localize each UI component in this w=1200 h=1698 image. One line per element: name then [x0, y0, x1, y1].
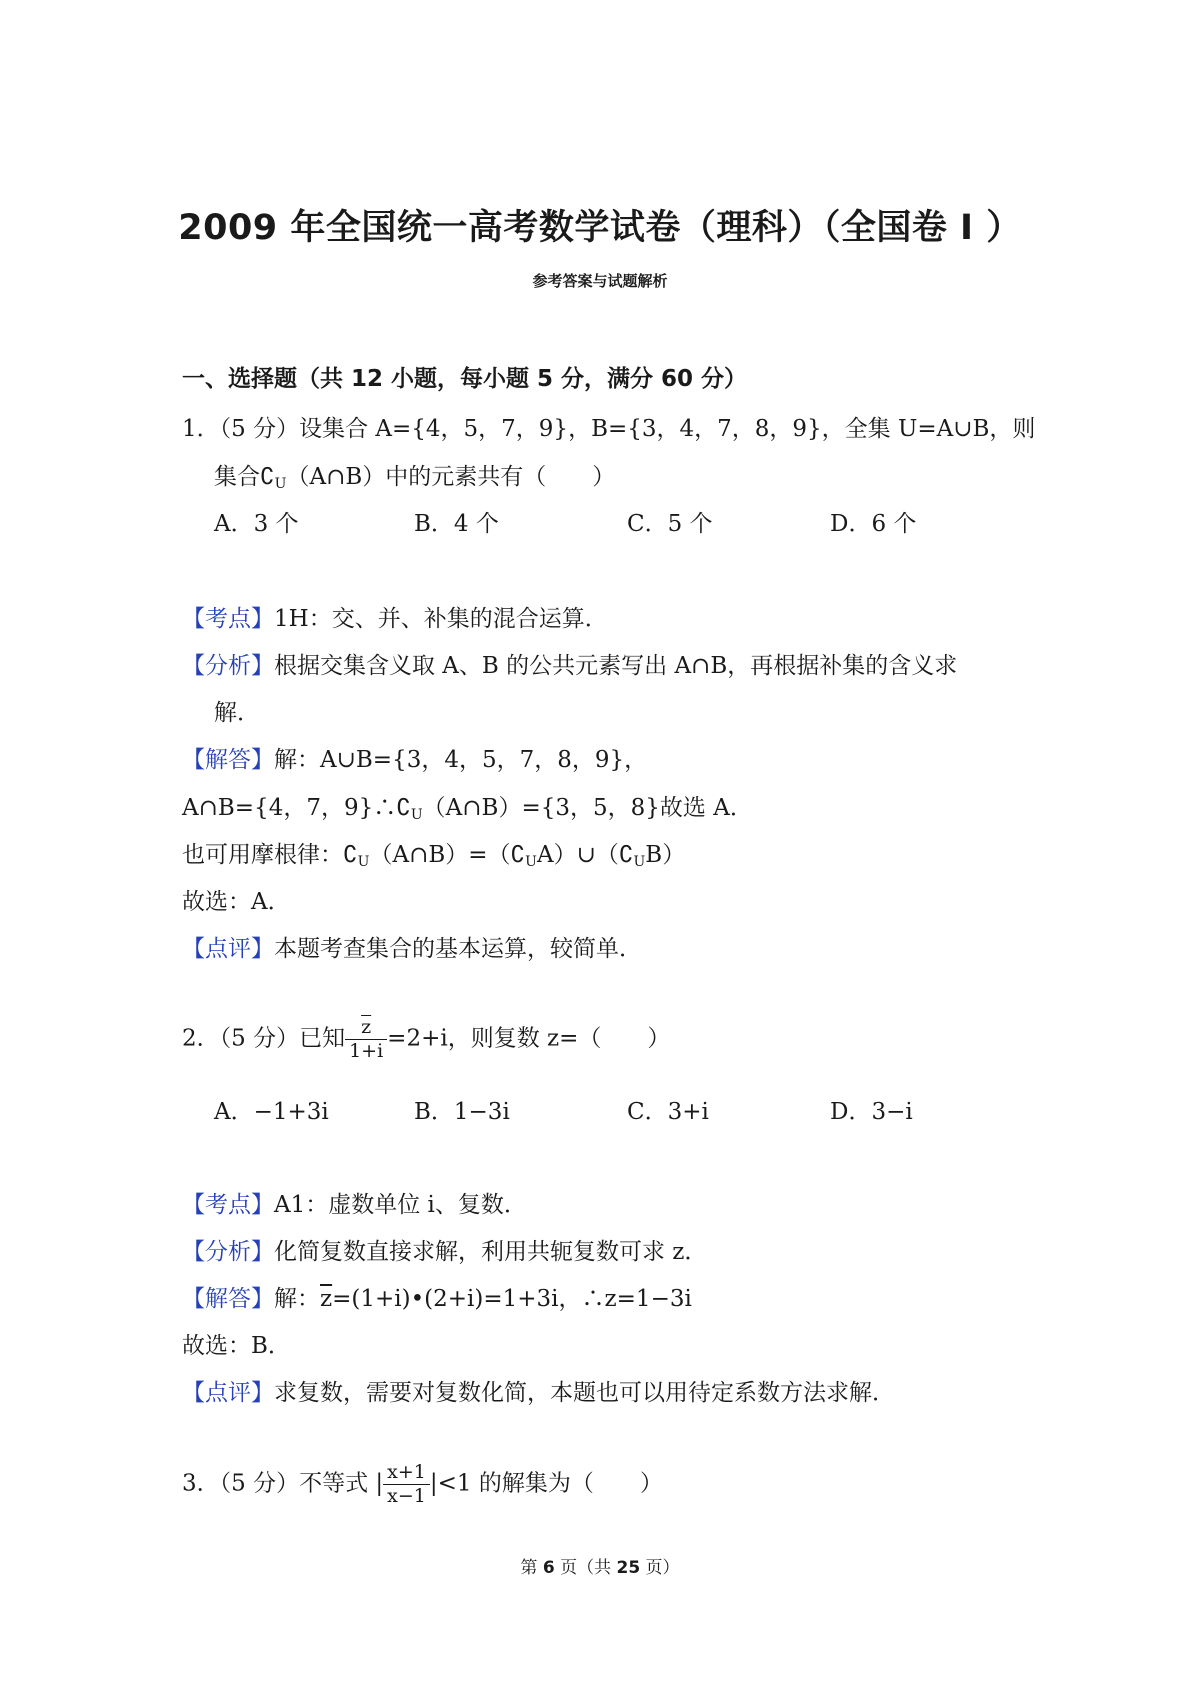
q2-option-a: A．−1+3i — [214, 1099, 329, 1125]
footer-pre: 第 — [520, 1558, 543, 1578]
q1-jieda-line2-post: （A∩B）={3，5，8}故选 A． — [422, 795, 753, 821]
q1-jieda-line3 — [182, 836, 685, 870]
q1-option-b: B．4 个 — [414, 511, 499, 537]
q1-kaodian — [182, 600, 608, 633]
footer-page-number: 6 — [542, 1558, 555, 1578]
q2-jieda-line2: 故选：B． — [182, 1333, 291, 1359]
q2-jieda-post: =(1+i)•(2+i)=1+3i，∴z=1−3i — [332, 1286, 692, 1312]
q1-kaodian-text: 1H：交、并、补集的混合运算． — [274, 606, 608, 632]
footer-total-pages: 25 — [616, 1558, 641, 1578]
q1-jieda-line3-sub1: U — [357, 854, 370, 870]
q2-frac-num: $\overline{z}$ — [345, 1018, 387, 1040]
q1-jieda-line2 — [182, 789, 753, 823]
q1-option-c: C．5 个 — [627, 511, 713, 537]
q1-jieda-tag: 【解答】 — [182, 747, 274, 773]
q1-stem-line2-sub: U — [274, 476, 287, 492]
q3-stem-pre: 3．（5 分）不等式 | — [182, 1470, 384, 1497]
q1-stem-line2-pre: 集合∁ — [214, 464, 275, 490]
q1-jieda-line3-pre: 也可用摩根律：∁ — [182, 842, 358, 868]
q1-jieda-line3-sub2: U — [525, 854, 537, 870]
q1-jieda — [182, 741, 647, 774]
q1-jieda-line2-sub: U — [410, 807, 423, 823]
q2-option-c: C．3+i — [627, 1099, 709, 1125]
q1-jieda-line3-mid2: A）∪（∁ — [536, 842, 634, 868]
q1-jieda-line3-mid: （A∩B）=（∁ — [369, 842, 526, 868]
q2-fenxi-tag: 【分析】 — [182, 1239, 274, 1265]
section-heading: 一、选择题（共 12 小题，每小题 5 分，满分 60 分） — [182, 366, 748, 392]
q1-stem-line1: 1．（5 分）设集合 A={4，5，7，9}，B={3，4，7，8，9}，全集 U=A∪B，则 — [182, 416, 1036, 442]
q1-dianping-text: 本题考查集合的基本运算，较简单． — [274, 936, 642, 962]
q1-kaodian-tag: 【考点】 — [182, 606, 274, 632]
q1-dianping-tag: 【点评】 — [182, 936, 274, 962]
q2-dianping-tag: 【点评】 — [182, 1380, 274, 1406]
q2-option-d: D．3−i — [830, 1099, 913, 1125]
q1-option-a: A．3 个 — [214, 511, 299, 537]
q1-jieda-line1: 解：A∪B={3，4，5，7，8，9}， — [274, 747, 648, 773]
q2-kaodian — [182, 1186, 527, 1219]
q2-option-b: B．1−3i — [414, 1099, 510, 1125]
q1-jieda-line2-pre: A∩B={4，7，9}∴∁ — [182, 795, 411, 821]
q1-fenxi-text: 根据交集含义取 A、B 的公共元素写出 A∩B，再根据补集的含义求 — [274, 653, 958, 679]
q3-stem-post: |<1 的解集为（ ） — [429, 1470, 663, 1497]
q1-jieda-line4: 故选：A． — [182, 889, 291, 915]
q3-fraction — [383, 1463, 430, 1506]
q1-fenxi-tag: 【分析】 — [182, 653, 274, 679]
page-subtitle: 参考答案与试题解析 — [532, 272, 668, 290]
q1-fenxi-line2: 解． — [214, 700, 260, 726]
q2-dianping-text: 求复数，需要对复数化简，本题也可以用待定系数方法求解． — [274, 1380, 895, 1406]
q3-frac-num: x+1 — [383, 1463, 430, 1485]
q2-dianping — [182, 1374, 895, 1407]
q2-fraction — [345, 1018, 387, 1061]
q1-jieda-line3-sub3: U — [633, 854, 646, 870]
q2-kaodian-text: A1：虚数单位 i、复数． — [274, 1192, 527, 1218]
q2-kaodian-tag: 【考点】 — [182, 1192, 274, 1218]
q1-stem-line2 — [214, 458, 615, 492]
q2-stem-post: =2+i，则复数 z=（ ） — [387, 1025, 671, 1052]
q2-stem — [182, 1018, 670, 1061]
page-footer — [0, 1553, 1200, 1578]
q1-jieda-line3-post: B） — [645, 842, 686, 868]
q1-dianping — [182, 930, 642, 963]
q1-stem-line2-post: （A∩B）中的元素共有（ ） — [286, 464, 616, 490]
q1-option-d: D．6 个 — [830, 511, 917, 537]
q3-stem — [182, 1463, 663, 1506]
footer-post: 页） — [640, 1558, 680, 1578]
q2-fenxi — [182, 1233, 707, 1266]
q2-frac-den: 1+i — [349, 1040, 384, 1062]
page-title: 2009 年全国统一高考数学试卷（理科）（全国卷 I ） — [178, 208, 1022, 248]
q1-fenxi — [182, 647, 957, 680]
q2-fenxi-text: 化简复数直接求解，利用共轭复数可求 z． — [274, 1239, 708, 1265]
footer-mid: 页（共 — [554, 1558, 617, 1578]
q2-jieda-zbar: $\overline{z}$ — [320, 1286, 333, 1312]
q3-frac-den: x−1 — [387, 1485, 426, 1507]
q2-stem-pre: 2．（5 分）已知 — [182, 1025, 346, 1052]
q2-jieda — [182, 1280, 692, 1313]
q2-jieda-pre: 解： — [274, 1286, 320, 1312]
q2-jieda-tag: 【解答】 — [182, 1286, 274, 1312]
